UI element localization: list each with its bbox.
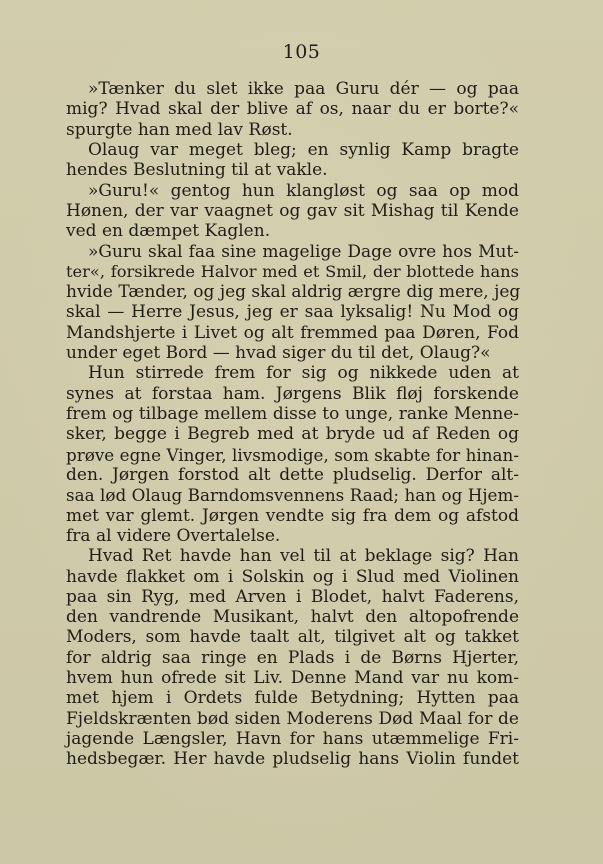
- text-line: sker, begge i Begreb med at bryde ud af Reden og: [66, 424, 519, 445]
- text-line: fra al videre Overtalelse.: [66, 525, 281, 546]
- text-line: hendes Beslutning til at vakle.: [66, 160, 328, 181]
- body-text: [66, 79, 519, 770]
- text-line: frem og tilbage mellem disse to unge, ranke Menne-: [66, 404, 519, 424]
- text-line: met var glemt. Jørgen vendte sig fra dem og afstod: [66, 505, 519, 526]
- text-line: spurgte han med lav Røst.: [66, 119, 293, 140]
- text-line: under eget Bord — hvad siger du til det, Olaug?«: [66, 343, 491, 364]
- text-line: prøve egne Vinger, livsmodige, som skabte for hinan-: [66, 444, 519, 465]
- text-line: Moders, som havde taalt alt, tilgivet alt og takket: [66, 627, 519, 648]
- text-line: for aldrig saa ringe en Plads i de Børns Hjerter,: [66, 647, 519, 668]
- text-line: den vandrende Musikant, halvt den altopofrende: [66, 607, 519, 628]
- text-line: ved en dæmpet Kaglen.: [66, 221, 271, 242]
- text-line: hedsbegær. Her havde pludselig hans Violin fundet: [66, 749, 519, 770]
- text-line: »Guru!« gentog hun klangløst og saa op mod: [88, 180, 519, 201]
- text-line: hvide Tænder, og jeg skal aldrig ærgre dig mere, jeg: [66, 282, 521, 303]
- text-line: skal — Herre Jesus, jeg er saa lyksalig! Nu Mod og: [66, 302, 519, 323]
- text-line: havde flakket om i Solskin og i Slud med Violinen: [66, 566, 519, 587]
- text-line: den. Jørgen forstod alt dette pludselig. Derfor alt-: [66, 464, 519, 485]
- text-line: »Guru skal faa sine magelige Dage ovre hos Mut-: [88, 241, 519, 262]
- text-line: ter«, forsikrede Halvor med et Smil, der blottede hans: [66, 261, 519, 281]
- text-line: paa sin Ryg, med Arven i Blodet, halvt Faderens,: [66, 586, 519, 607]
- text-line: Hønen, der var vaagnet og gav sit Mishag til Kende: [66, 200, 519, 221]
- text-line: Fjeldskrænten bød siden Moderens Død Maal for de: [66, 708, 519, 729]
- text-line: met hjem i Ordets fulde Betydning; Hytten paa: [66, 688, 519, 709]
- page-number: 105: [282, 41, 321, 63]
- text-line: Hvad Ret havde han vel til at beklage sig? Han: [88, 546, 519, 567]
- text-line: jagende Længsler, Havn for hans utæmmelige Fri-: [66, 729, 519, 749]
- text-line: hvem hun ofrede sit Liv. Denne Mand var nu kom-: [66, 668, 519, 689]
- text-line: synes at forstaa ham. Jørgens Blik fløj forskende: [66, 383, 519, 404]
- text-line: Mandshjerte i Livet og alt fremmed paa Døren, Fod: [66, 322, 519, 343]
- text-line: saa lød Olaug Barndomsvennens Raad; han og Hjem-: [66, 485, 519, 506]
- text-line: mig? Hvad skal der blive af os, naar du er borte?«: [66, 99, 519, 120]
- text-line: Hun stirrede frem for sig og nikkede uden at: [88, 363, 519, 384]
- text-line: »Tænker du slet ikke paa Guru dér — og paa: [88, 79, 519, 99]
- text-line: Olaug var meget bleg; en synlig Kamp bragte: [88, 139, 519, 160]
